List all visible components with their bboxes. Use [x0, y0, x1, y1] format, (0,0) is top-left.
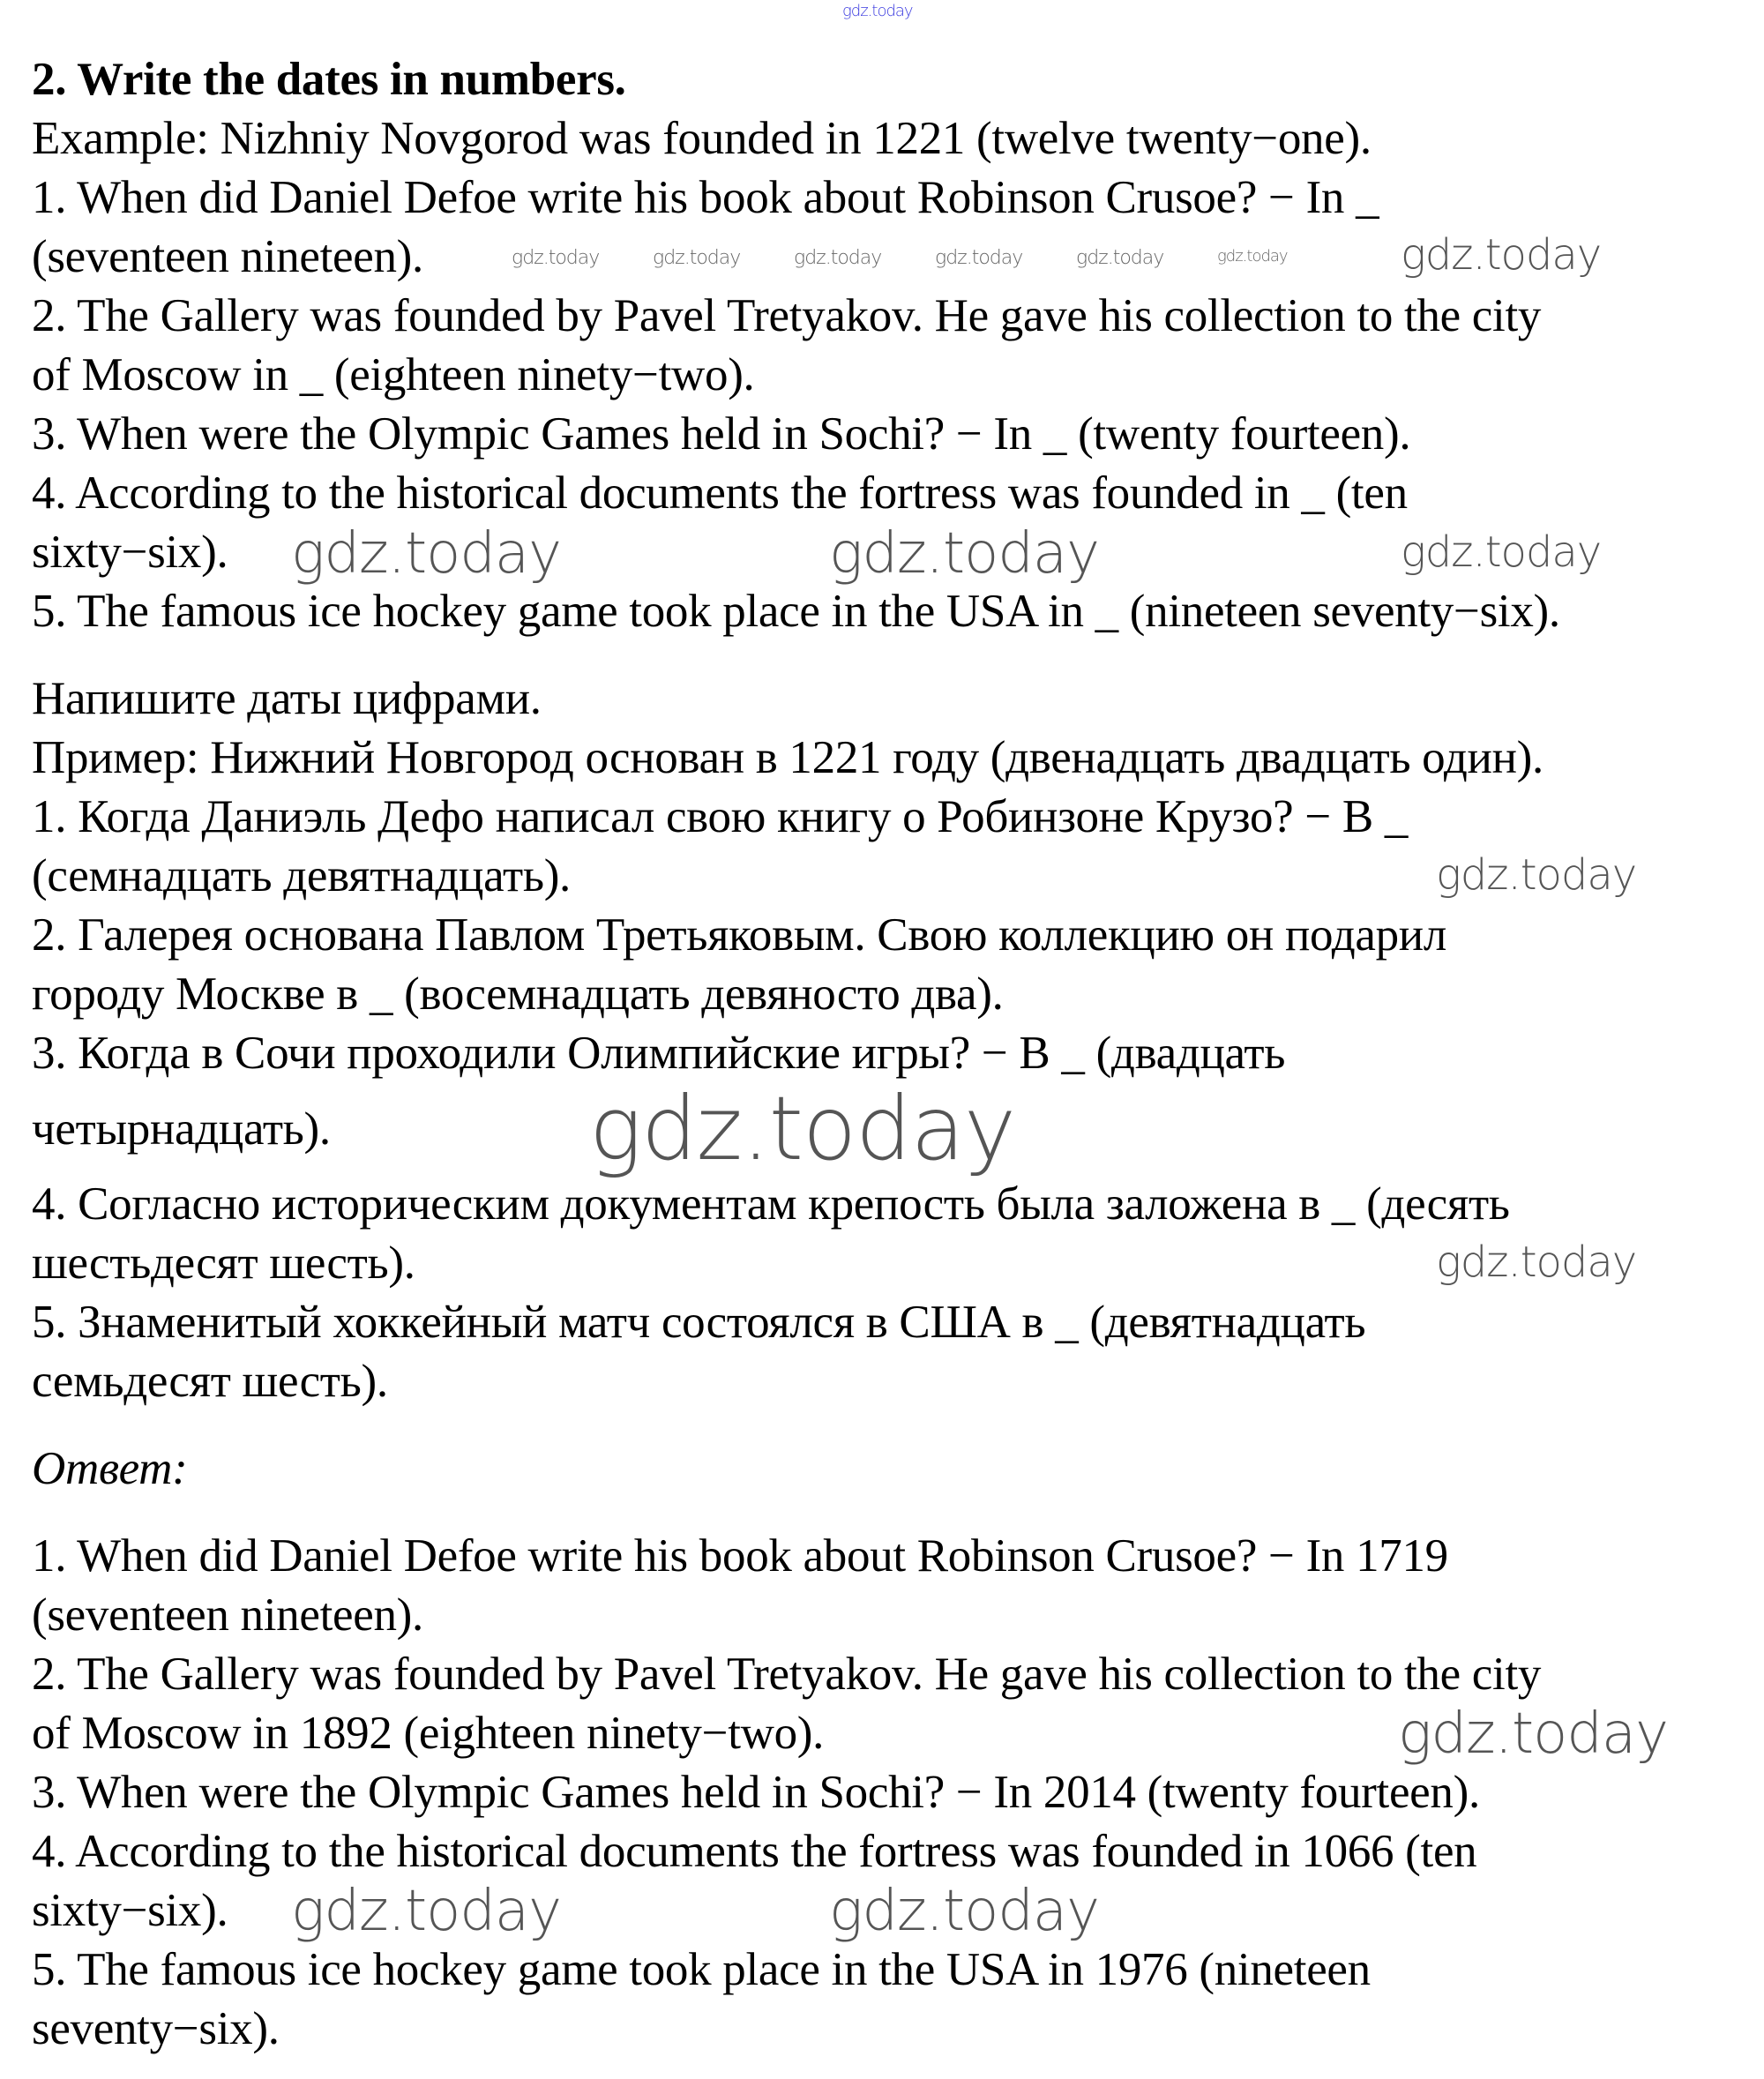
task-title: 2. Write the dates in numbers.: [32, 54, 626, 105]
watermark: gdz.today: [1436, 1238, 1637, 1287]
watermark: gdz.today: [1436, 850, 1637, 900]
watermark: gdz.today: [1398, 1701, 1668, 1767]
translation-line: (семнадцать девятнадцать).: [32, 850, 571, 901]
answer-line: seventy−six).: [32, 2003, 280, 2054]
watermark: gdz.today: [653, 247, 741, 269]
answer-lines: [32, 1527, 1760, 2059]
translation-line: 5. Знаменитый хоккейный матч состоялся в США в _ (девятнадцать: [32, 1297, 1366, 1348]
task-line: 4. According to the historical documents the fortress was founded in _ (ten: [32, 467, 1408, 519]
spacer: [32, 641, 1760, 669]
watermark: gdz.today: [589, 1077, 1016, 1180]
task-line: sixty−six).: [32, 527, 228, 578]
watermark: gdz.today: [291, 1879, 561, 1944]
spacer: [32, 1411, 1760, 1440]
translation-line: 3. Когда в Сочи проходили Олимпийские игры? − В _ (двадцать: [32, 1028, 1286, 1079]
watermark: gdz.today: [1217, 247, 1288, 265]
watermark: gdz.today: [829, 521, 1099, 587]
answer-line: (seventeen nineteen).: [32, 1589, 423, 1641]
answer-line: 5. The famous ice hockey game took place in the USA in 1976 (nineteen: [32, 1944, 1371, 1995]
translation-line: 1. Когда Даниэль Дефо написал свою книгу о Робинзоне Крузо? − В _: [32, 791, 1409, 842]
watermark: gdz.today: [1076, 247, 1164, 269]
task-line: 2. The Gallery was founded by Pavel Tretyakov. He gave his collection to the city: [32, 290, 1542, 341]
translation-line: семьдесят шесть).: [32, 1356, 388, 1407]
answer-line: 4. According to the historical documents the fortress was founded in 1066 (ten: [32, 1826, 1477, 1877]
watermark: gdz.today: [829, 1879, 1099, 1944]
watermark: gdz.today: [1401, 230, 1602, 280]
task-line: 3. When were the Olympic Games held in Sochi? − In _ (twenty fourteen).: [32, 408, 1411, 460]
watermark: gdz.today: [935, 247, 1023, 269]
answer-line: 1. When did Daniel Defoe write his book about Robinson Crusoe? − In 1719: [32, 1530, 1448, 1582]
spacer: [32, 1499, 1760, 1527]
task-line: (seventeen nineteen).: [32, 231, 423, 282]
watermark: gdz.today: [512, 247, 600, 269]
watermark: gdz.today: [1401, 527, 1602, 577]
answer-line: of Moscow in 1892 (eighteen ninety−two).: [32, 1708, 825, 1759]
task-line: of Moscow in _ (eighteen ninety−two).: [32, 349, 755, 400]
translation-line: 4. Согласно историческим документам крепость была заложена в _ (десять: [32, 1178, 1510, 1230]
task-line: 1. When did Daniel Defoe write his book about Robinson Crusoe? − In _: [32, 172, 1379, 223]
watermark: gdz.today: [291, 521, 561, 587]
translation-line: шестьдесят шесть).: [32, 1238, 415, 1289]
translation-line: Пример: Нижний Новгород основан в 1221 году (двенадцать двадцать один).: [32, 732, 1544, 783]
answer-heading: Ответ:: [32, 1443, 188, 1494]
task-line: 5. The famous ice hockey game took place in the USA in _ (nineteen seventy−six).: [32, 586, 1560, 637]
watermark: gdz.today: [842, 2, 913, 20]
answer-line: 2. The Gallery was founded by Pavel Tretyakov. He gave his collection to the city: [32, 1649, 1542, 1700]
translation-lines: [32, 669, 1760, 1411]
translation-line: четырнадцать).: [32, 1103, 331, 1155]
watermark: gdz.today: [794, 247, 882, 269]
translation-line: городу Москве в _ (восемнадцать девяносто два).: [32, 968, 1004, 1020]
answer-line: 3. When were the Olympic Games held in Sochi? − In 2014 (twenty fourteen).: [32, 1767, 1480, 1818]
translation-line: 2. Галерея основана Павлом Третьяковым. Свою коллекцию он подарил: [32, 909, 1447, 961]
answer-line: sixty−six).: [32, 1885, 228, 1936]
translation-line: Напишите даты цифрами.: [32, 673, 542, 724]
task-line: Example: Nizhniy Novgorod was founded in 1221 (twelve twenty−one).: [32, 113, 1372, 164]
